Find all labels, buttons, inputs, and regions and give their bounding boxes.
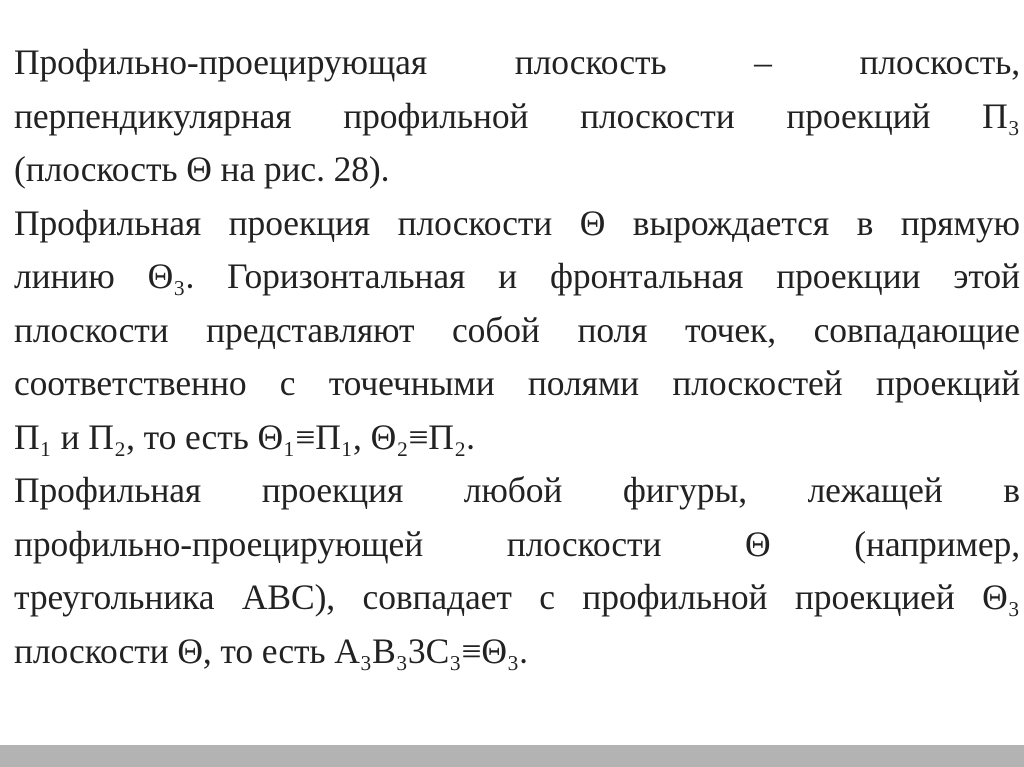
text-line <box>14 357 1020 411</box>
word: проекций <box>875 363 1020 403</box>
word: – <box>754 42 772 82</box>
word: и <box>498 256 518 296</box>
word: Профильная <box>14 470 202 510</box>
word: в <box>856 202 874 243</box>
text-line <box>14 197 1020 251</box>
word: Профильно-проецирующая <box>14 42 428 82</box>
word: плоскость, <box>859 42 1020 82</box>
word: профильной <box>582 577 768 617</box>
word: совпадает <box>362 577 512 617</box>
word: проекцией <box>794 577 955 617</box>
word: прямую <box>900 202 1020 243</box>
text-line: плоскости Θ, то есть А₃В₃3С₃≡Θ₃. <box>14 630 528 671</box>
word: плоскости <box>14 309 169 350</box>
word: линию <box>14 256 115 296</box>
word: проекции <box>776 256 921 296</box>
word: профильной <box>343 95 529 136</box>
word: фронтальная <box>549 256 744 296</box>
word: АВС), <box>241 577 336 617</box>
text-line <box>14 90 1020 144</box>
text-line <box>14 518 1020 572</box>
bottom-bar <box>0 745 1024 767</box>
text-line <box>14 304 1020 358</box>
word: Θ₃. <box>147 256 195 296</box>
word: Горизонтальная <box>227 256 466 296</box>
word: любой <box>463 470 563 510</box>
word: вырождается <box>632 202 830 243</box>
word: Θ <box>579 202 606 243</box>
word: профильно-проецирующей <box>14 523 424 564</box>
text-line <box>14 36 1020 90</box>
word: фигуры, <box>622 470 747 510</box>
word: проекций <box>786 95 931 136</box>
word: собой <box>452 309 540 350</box>
word: треугольника <box>14 577 215 617</box>
document-body <box>14 36 1020 678</box>
word: точек, <box>684 309 776 350</box>
word: плоскости <box>506 523 662 564</box>
word: Профильная <box>14 202 202 243</box>
word: П₃ <box>982 95 1020 136</box>
text-line: П₁ и П₂, то есть Θ₁≡П₁, Θ₂≡П₂. <box>14 416 475 457</box>
word: проекция <box>228 202 371 243</box>
word: лежащей <box>807 470 943 510</box>
word: соответственно <box>14 363 247 403</box>
word: Θ₃ <box>982 577 1020 617</box>
word: точечными <box>328 363 495 403</box>
word: плоскостей <box>672 363 843 403</box>
word: Θ <box>745 523 771 564</box>
word: плоскости <box>397 202 553 243</box>
text-line <box>14 250 1020 304</box>
text-line <box>14 464 1020 518</box>
paragraph-definition <box>14 36 1020 197</box>
paragraph-figure-projection <box>14 464 1020 678</box>
word: (например, <box>854 523 1020 564</box>
word: совпадающие <box>813 309 1020 350</box>
paragraph-profile-projection <box>14 197 1020 465</box>
word: проекция <box>261 470 404 510</box>
word: перпендикулярная <box>14 95 292 136</box>
text-line: (плоскость Θ на рис. 28). <box>14 149 390 189</box>
word: плоскости <box>580 95 735 136</box>
word: полями <box>527 363 640 403</box>
word: этой <box>953 256 1020 296</box>
word: с <box>279 363 296 403</box>
word: поля <box>577 309 648 350</box>
word: плоскость <box>514 42 667 82</box>
word: с <box>539 577 555 617</box>
word: представляют <box>206 309 415 350</box>
word: в <box>1003 470 1020 510</box>
text-line <box>14 571 1020 625</box>
